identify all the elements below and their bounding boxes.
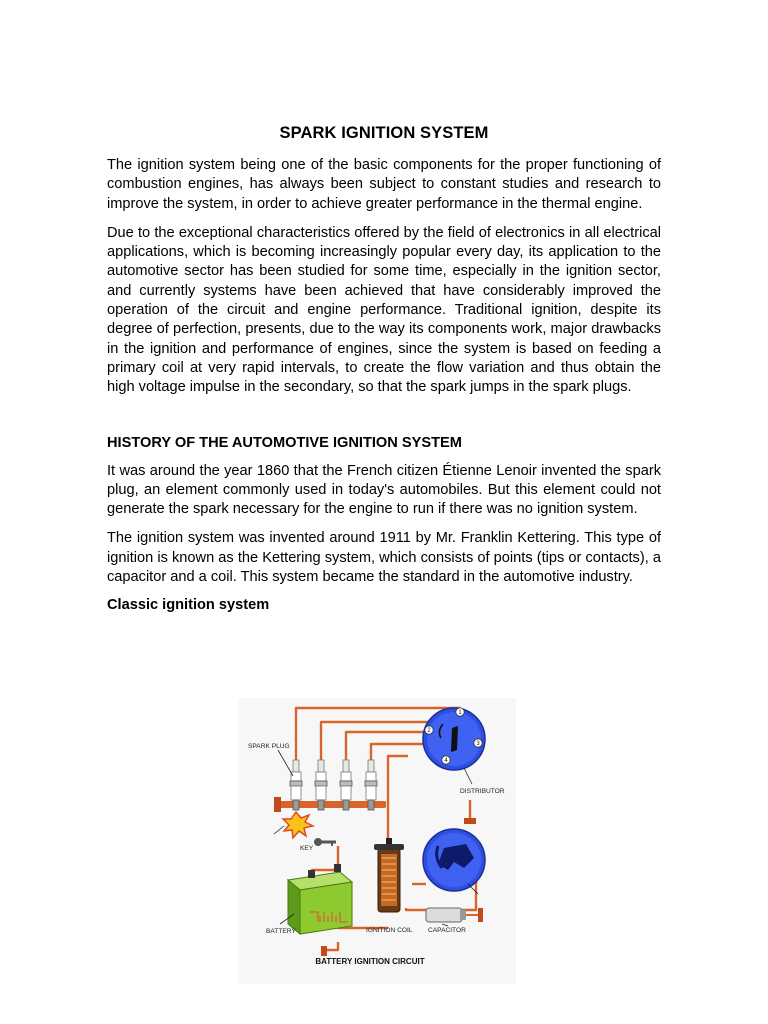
ignition-circuit-svg <box>238 698 516 984</box>
ignition-coil-icon <box>374 838 404 912</box>
intro-paragraph-2: Due to the exceptional characteristics offered by the field of electronics in all electrical applications, which is becoming increasingly popular every day, its application to the automotive sector has been studied for some time, especially in the ignition sector, and currently systems have been achieved that have considerably improved the operation of the circuit and engine performance. Traditional ignition, despite its degree of perfection, presents, due to the way its components work, major drawbacks in the ignition and performance of engines, since the system is based on feeding a primary coil at very rapid intervals, to create the flow variation and thus obtain the high voltage impulse in the secondary, so that the spark jumps in the spark plugs. <box>107 224 661 396</box>
engine-block-end <box>274 797 281 812</box>
key-label: KEY <box>300 845 314 852</box>
distributor-number-1: 1 <box>458 710 462 717</box>
history-heading: HISTORY OF THE AUTOMOTIVE IGNITION SYSTEM <box>107 434 462 451</box>
distributor-number-3: 3 <box>476 741 480 748</box>
distributor-number-2: 2 <box>427 728 431 735</box>
history-paragraph-2: The ignition system was invented around 1911 by Mr. Franklin Kettering. This type of ignition is known as the Kettering system, which consists of points (tips or contacts), a capacitor and a coil. This system became the standard in the automotive industry. <box>107 530 661 586</box>
distributor-number-4: 4 <box>444 758 448 765</box>
ground-battery <box>321 946 327 956</box>
history-paragraph-1: It was around the year 1860 that the French citizen Étienne Lenoir invented the spark plug, an element commonly used in today's automobiles. But this element could not generate the spark necessary for the engine to run if there was no ignition system. <box>107 462 661 518</box>
spark-plug-label: SPARK PLUG <box>248 743 290 750</box>
document-title: SPARK IGNITION SYSTEM <box>279 124 489 142</box>
capacitor-label: CAPACITOR <box>428 927 466 934</box>
distributor <box>423 708 485 770</box>
figure-caption: BATTERY IGNITION CIRCUIT <box>315 957 425 966</box>
rotor-arm <box>451 726 458 752</box>
intro-paragraph-1: The ignition system being one of the basic components for the proper functioning of combustion engines, has always been subject to constant studies and research to improve the system, in order to achieve greater performance in the thermal engine. <box>107 157 661 212</box>
ignition-coil-label: IGNITION COIL <box>366 927 413 934</box>
distributor-label: DISTRIBUTOR <box>460 788 505 795</box>
document-content <box>107 124 661 613</box>
battery-label: BATTERY <box>266 928 296 935</box>
ignition-circuit-diagram <box>238 698 516 984</box>
classic-ignition-subheading: Classic ignition system <box>107 597 270 614</box>
